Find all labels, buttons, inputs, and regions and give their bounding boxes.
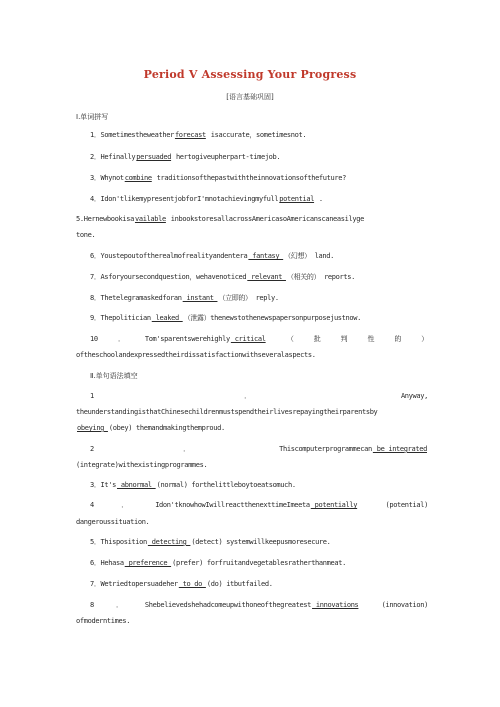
- list-item: [90, 314, 428, 323]
- item-dot: ．: [121, 501, 128, 509]
- item-text: 9．Thepolitician: [90, 314, 151, 322]
- item-text: traditionsofthepastwiththeinnovationsofthefuture?: [152, 174, 346, 182]
- item-dot: ．: [117, 335, 125, 343]
- list-item: [90, 252, 428, 261]
- answer-blank: vailable: [134, 215, 166, 223]
- hint-char: 的: [394, 335, 402, 343]
- item-text: 8．Thetelegramaskedforan: [90, 294, 182, 302]
- item-text: (innovation): [381, 601, 428, 609]
- list-item: [90, 501, 428, 510]
- paren: （: [286, 335, 294, 343]
- item-text: （立即的） reply.: [218, 294, 279, 302]
- item-text: 5．Thisposition: [90, 538, 147, 546]
- item-text: (do) itbutfailed.: [206, 580, 273, 588]
- item-text: 6．Hehasa: [90, 559, 124, 567]
- item-continuation: dangeroussituation.: [76, 518, 150, 526]
- item-text: [145, 335, 267, 344]
- item-text: (obey) themandmakingthemproud.: [108, 424, 225, 432]
- list-item: [90, 195, 428, 204]
- answer-blank: obeying: [77, 424, 108, 432]
- answer-blank: relevant: [247, 273, 286, 281]
- item-text: [279, 445, 428, 454]
- item-text: （幻想） land.: [284, 252, 334, 260]
- item-text: 6．Youstepoutoftherealmofrealityandentera: [90, 252, 248, 260]
- item-text: 7．Wetriedtopersuadeher: [90, 580, 178, 588]
- item-text: Thiscomputerprogrammecan: [279, 445, 372, 453]
- list-item: [90, 392, 428, 401]
- answer-blank: forecast: [174, 131, 206, 139]
- list-item: [90, 559, 428, 568]
- list-item: [90, 131, 428, 140]
- page-title: Period V Assessing Your Progress: [143, 68, 357, 81]
- item-text: .: [315, 195, 323, 203]
- item-dot: ．: [183, 445, 190, 453]
- item-text: isaccurate，sometimesnot.: [206, 131, 307, 139]
- item-text: hertogiveupherpart-timejob.: [172, 153, 281, 161]
- item-dot: ．: [244, 392, 251, 400]
- answer-blank: combine: [124, 174, 152, 182]
- item-continuation: theunderstandingisthatChinesechildrenmustspendtheirlivesrepayingtheirparentsby: [76, 408, 378, 416]
- item-text: [145, 601, 360, 610]
- item-continuation: tone.: [76, 231, 96, 239]
- list-item: [90, 601, 428, 610]
- item-text: (normal) forthelittleboytoeatsomuch.: [156, 481, 296, 489]
- answer-blank: be integrated: [372, 445, 427, 453]
- list-item: [90, 335, 428, 344]
- item-text: 4．Idon'tlikemypresentjobforI'mnotachievingmyfull: [90, 195, 279, 203]
- hint-char: 判: [340, 335, 348, 343]
- answer-blank: preference: [124, 559, 172, 567]
- list-item: [90, 273, 428, 282]
- item-text: Shebelievedshehadcomeupwithoneofthegreatest: [144, 601, 312, 609]
- item-continuation: [76, 424, 428, 433]
- list-item: [76, 215, 428, 224]
- hint-char: 批: [313, 335, 321, 343]
- list-item: [90, 153, 428, 162]
- list-item: [90, 538, 428, 547]
- answer-blank: potential: [279, 195, 315, 203]
- list-item: [90, 445, 428, 454]
- item-text: 3．It's: [90, 481, 116, 489]
- item-text: Idon'tknowhowIwillreactthenexttimeImeeta: [155, 501, 310, 509]
- paren: ）: [421, 335, 428, 343]
- answer-blank: innovations: [312, 601, 359, 609]
- list-item: [90, 294, 428, 303]
- item-text: 5.Hernewbookisa: [76, 215, 134, 223]
- item-text: [155, 501, 358, 510]
- answer-blank: detecting: [147, 538, 191, 546]
- item-text: 2．Hefinally: [90, 153, 136, 161]
- item-text: 7．Asforyoursecondquestion，wehavenoticed: [90, 273, 247, 281]
- section-heading: Ⅱ.单句语法填空: [90, 372, 138, 380]
- answer-blank: fantasy: [248, 252, 284, 260]
- answer-blank: to do: [178, 580, 206, 588]
- hint-char: 性: [367, 335, 375, 343]
- item-continuation: oftheschoolandexpressedtheirdissatisfactionwithseveralaspects.: [76, 351, 316, 359]
- section-heading: Ⅰ.单词拼写: [76, 113, 109, 121]
- item-number: 1: [90, 392, 94, 400]
- section-subtitle: [语言基础巩固]: [226, 93, 274, 101]
- item-continuation: (integrate)withexistingprogrammes.: [76, 461, 208, 469]
- answer-blank: persuaded: [136, 153, 172, 161]
- item-text: 3．Whynot: [90, 174, 124, 182]
- list-item: [90, 481, 428, 490]
- item-text: （泄露）thenewstothenewspapersonpurposejustnow.: [183, 314, 361, 322]
- item-text: Tom'sparentswerehighly: [144, 335, 230, 343]
- item-continuation: ofmoderntimes.: [76, 617, 131, 625]
- answer-blank: leaked: [151, 314, 183, 322]
- item-text: 1．Sometimestheweather: [90, 131, 174, 139]
- list-item: [90, 580, 428, 589]
- answer-blank: abnormal: [116, 481, 156, 489]
- item-number: 2: [90, 445, 94, 453]
- answer-blank: potentially: [310, 501, 358, 509]
- item-number: 8: [90, 601, 94, 609]
- item-number: 4: [90, 501, 94, 509]
- item-text: (detect) systemwillkeepusmoresecure.: [191, 538, 331, 546]
- answer-blank: critical: [230, 335, 266, 343]
- item-text: inbookstoresallacrossAmericasoAmericanscaneasilyge: [166, 215, 364, 223]
- item-text: (potential): [385, 501, 428, 509]
- item-dot: ．: [116, 601, 123, 609]
- item-number: 10: [90, 335, 98, 343]
- list-item: [90, 174, 428, 183]
- item-text: （相关的） reports.: [286, 273, 355, 281]
- answer-blank: instant: [182, 294, 218, 302]
- item-text: Anyway,: [400, 392, 428, 400]
- item-text: (prefer) forfruitandvegetablesratherthanmeat.: [172, 559, 346, 567]
